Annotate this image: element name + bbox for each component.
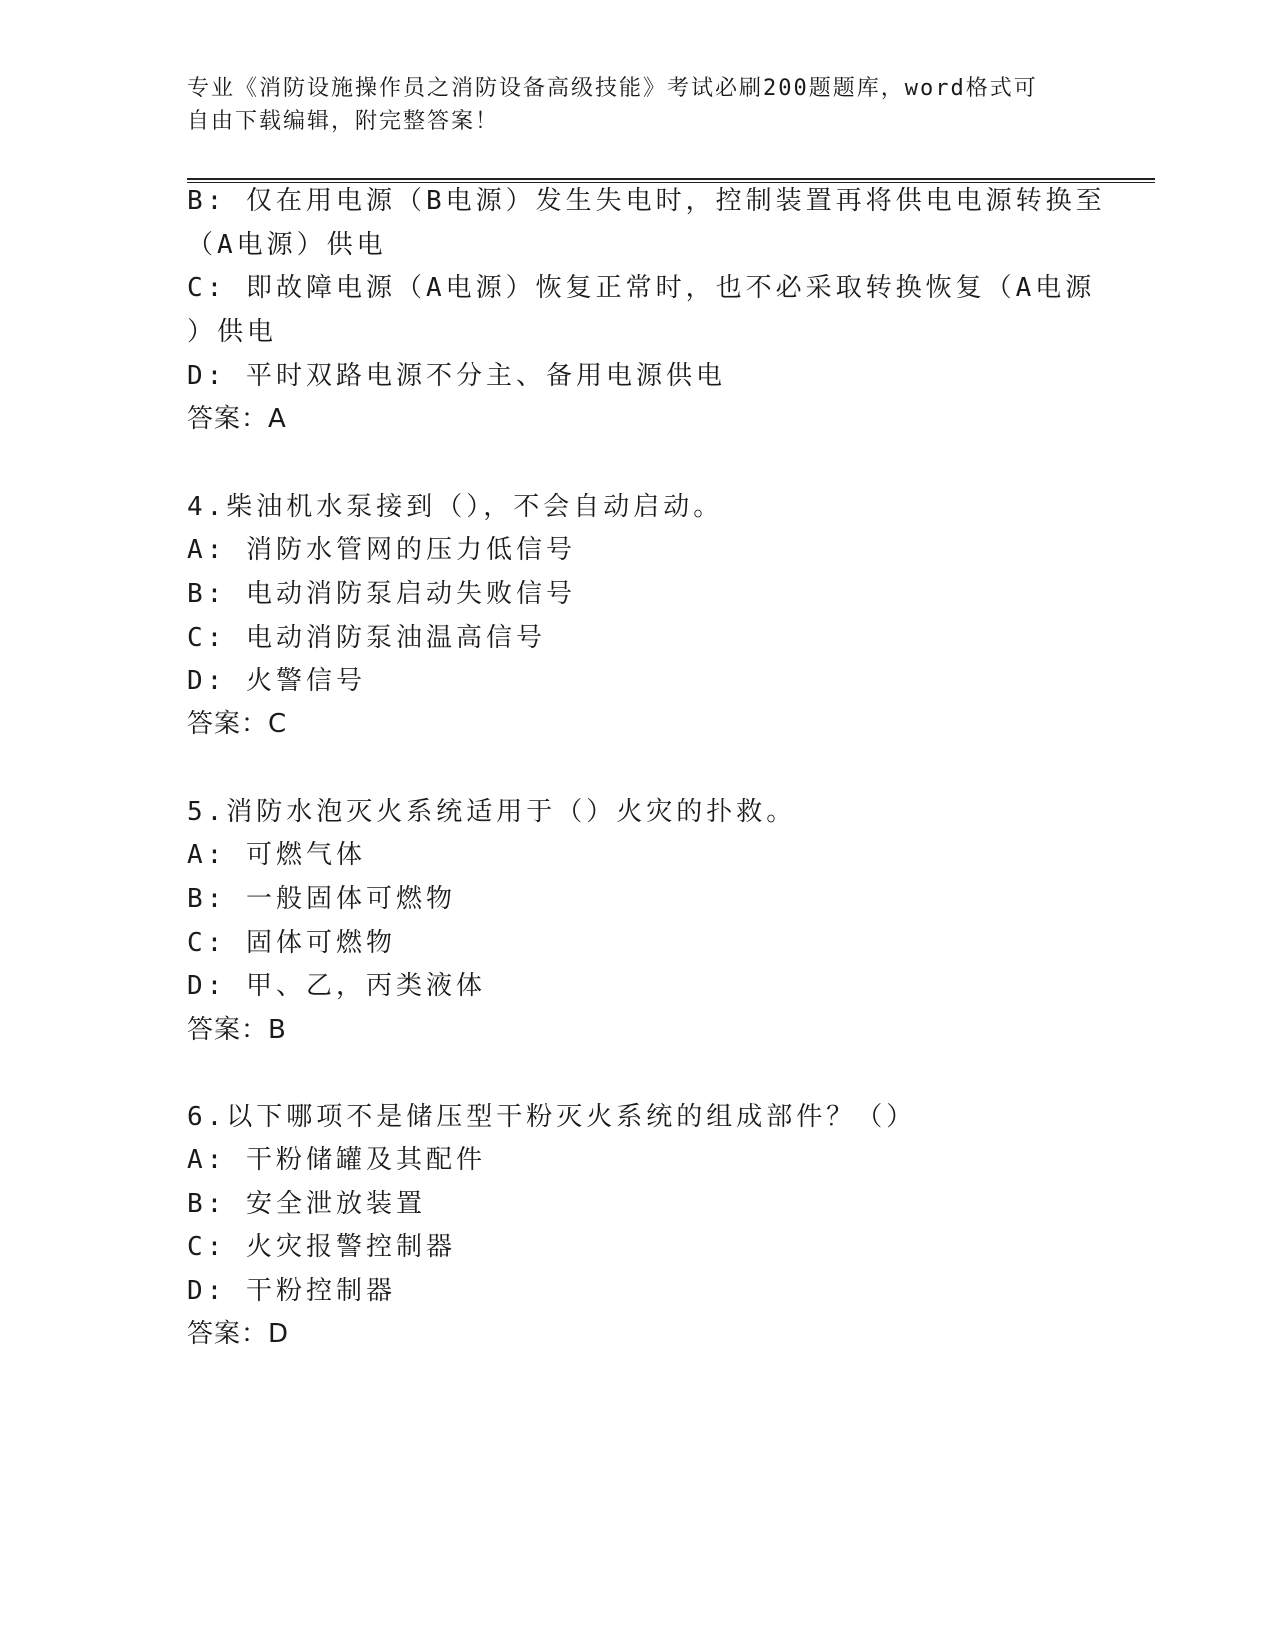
q6-option-b: B: 安全泄放装置 <box>187 1189 426 1219</box>
q5-stem: 5.消防水泡灭火系统适用于（）火灾的扑救。 <box>187 797 797 827</box>
q3-option-d: D: 平时双路电源不分主、备用电源供电 <box>187 361 726 391</box>
q6-answer: 答案：D <box>187 1319 290 1349</box>
q5-option-d: D: 甲、乙，丙类液体 <box>187 971 486 1001</box>
q4-stem: 4.柴油机水泵接到（），不会自动启动。 <box>187 492 724 522</box>
q5-option-c: C: 固体可燃物 <box>187 928 396 958</box>
q6-option-a: A: 干粉储罐及其配件 <box>187 1145 486 1175</box>
q6-option-c: C: 火灾报警控制器 <box>187 1232 456 1262</box>
q5-answer: 答案：B <box>187 1015 287 1045</box>
q5-option-a: A: 可燃气体 <box>187 840 366 870</box>
q4-option-b: B: 电动消防泵启动失败信号 <box>187 579 576 609</box>
q6-stem: 6.以下哪项不是储压型干粉灭火系统的组成部件？（） <box>187 1102 917 1132</box>
document-header <box>187 72 1067 138</box>
q3-option-c-line-2: ）供电 <box>187 317 278 347</box>
q3-option-b-line-1: B: 仅在用电源（B电源）发生失电时，控制装置再将供电电源转换至 <box>187 186 1106 216</box>
q4-option-d: D: 火警信号 <box>187 666 366 696</box>
q5-option-b: B: 一般固体可燃物 <box>187 884 456 914</box>
q6-option-d: D: 干粉控制器 <box>187 1276 396 1306</box>
q4-answer: 答案：C <box>187 709 288 739</box>
q3-option-c-line-1: C: 即故障电源（A电源）恢复正常时，也不必采取转换恢复（A电源 <box>187 273 1096 303</box>
header-title-line-1: 专业《消防设施操作员之消防设备高级技能》考试必刷200题题库，word格式可 <box>187 76 1038 101</box>
header-title-line-2: 自由下载编辑，附完整答案！ <box>187 109 500 134</box>
q4-option-a: A: 消防水管网的压力低信号 <box>187 535 576 565</box>
q4-option-c: C: 电动消防泵油温高信号 <box>187 623 546 653</box>
q3-option-b-line-2: （A电源）供电 <box>187 230 387 260</box>
q3-answer: 答案：A <box>187 404 287 434</box>
